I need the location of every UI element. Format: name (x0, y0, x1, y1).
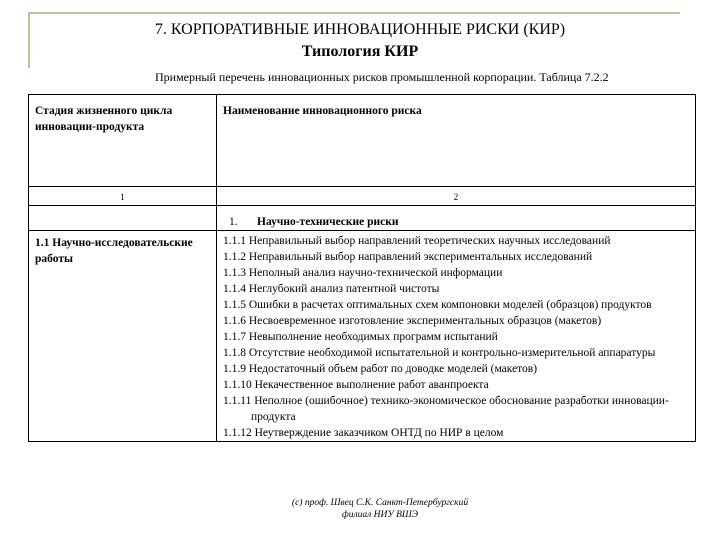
list-item: 1.1.6 Несвоевременное изготовление экспериментальных образцов (макетов) (223, 315, 602, 327)
copyright-footer (240, 497, 520, 521)
col1-number: 1 (29, 187, 217, 206)
col2-number: 2 (217, 187, 696, 206)
list-item: 1.1.1 Неправильный выбор направлений теоретических научных исследований (223, 235, 611, 247)
list-item: 1.1.4 Неглубокий анализ патентной чистоты (223, 283, 440, 295)
list-item: 1.1.9 Недостаточный объем работ по доводке моделей (макетов) (223, 363, 538, 375)
risk-table (28, 94, 696, 442)
list-item: 1.1.10 Некачественное выполнение работ аванпроекта (223, 379, 489, 391)
section-cell (217, 206, 696, 231)
col1-header: Стадия жизненного цикла инновации-продукта (29, 95, 217, 187)
list-item: 1.1.5 Ошибки в расчетах оптимальных схем компоновки моделей (образцов) продуктов (223, 299, 652, 311)
stage-row (29, 231, 696, 442)
section-number: 1. (229, 216, 238, 228)
section-label: Научно-технические риски (257, 216, 399, 228)
list-item: 1.1.3 Неполный анализ научно-технической информации (223, 267, 503, 279)
column-number-row (29, 187, 696, 206)
table-caption: Примерный перечень инновационных рисков промышленной корпорации. Таблица 7.2.2 (155, 70, 609, 84)
list-item: 1.1.7 Невыполнение необходимых программ испытаний (223, 331, 498, 343)
copyright-line2: филиал НИУ ВШЭ (341, 510, 419, 520)
page-title: 7. КОРПОРАТИВНЫЕ ИННОВАЦИОННЫЕ РИСКИ (КИР) (154, 21, 566, 38)
copyright-line1: (с) проф. Швец С.К. Санкт-Петербургский (291, 498, 469, 508)
section-empty-cell (29, 206, 217, 231)
table-header-row (29, 95, 696, 187)
list-item: 1.1.2 Неправильный выбор направлений экспериментальных исследований (223, 251, 593, 263)
list-item: 1.1.11 Неполное (ошибочное) технико-экономическое обоснование разработки инновации-продукта (223, 395, 669, 423)
col2-header: Наименование инновационного риска (217, 95, 696, 187)
list-item: 1.1.8 Отсутствие необходимой испытательной и контрольно-измерительной аппаратуры (223, 347, 656, 359)
stage-cell: 1.1 Научно-исследовательские работы (29, 231, 217, 442)
section-row (29, 206, 696, 231)
list-item: 1.1.12 Неутверждение заказчиком ОНТД по НИР в целом (223, 427, 504, 439)
risk-list (217, 231, 696, 442)
page-subtitle: Типология КИР (301, 43, 419, 60)
